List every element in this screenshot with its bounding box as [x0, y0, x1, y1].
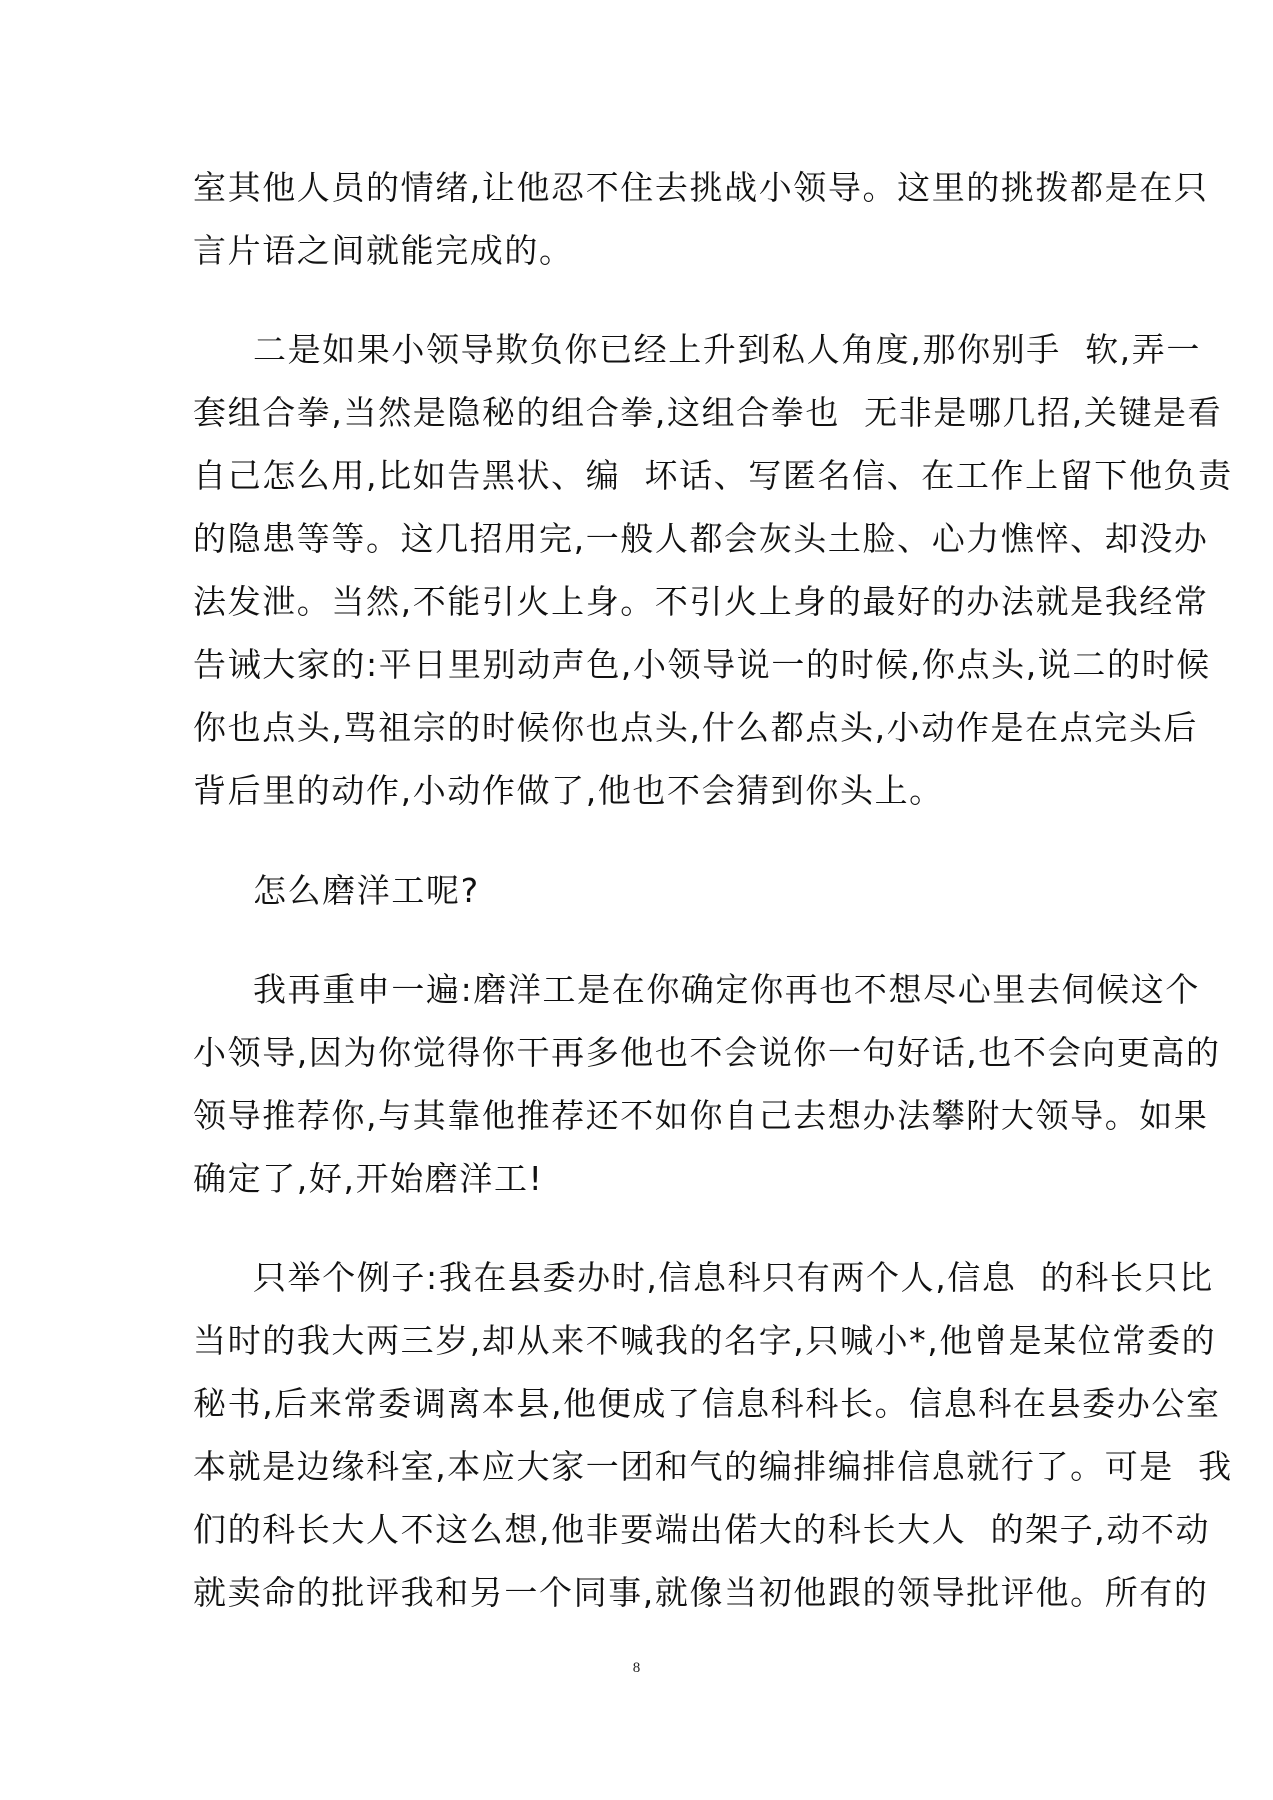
text-line: 自己怎么用,比如告黑状、编 坏话、写匿名信、在工作上留下他负责 — [193, 456, 1233, 495]
text-line: 言片语之间就能完成的。 — [193, 231, 574, 270]
text-line: 领导推荐你,与其靠他推荐还不如你自己去想办法攀附大领导。如果 — [193, 1096, 1209, 1135]
section-question: 怎么磨洋工呢? — [253, 871, 480, 910]
paragraph-first-line: 只举个例子:我在县委办时,信息科只有两个人,信息 的科长只比 — [253, 1258, 1214, 1297]
paragraph-first-line: 二是如果小领导欺负你已经上升到私人角度,那你别手 软,弄一 — [253, 330, 1201, 369]
text-line: 法发泄。当然,不能引火上身。不引火上身的最好的办法就是我经常 — [193, 582, 1209, 621]
page-number: 8 — [632, 1660, 641, 1676]
text-line: 你也点头,骂祖宗的时候你也点头,什么都点头,小动作是在点完头后 — [193, 708, 1199, 747]
text-line: 套组合拳,当然是隐秘的组合拳,这组合拳也 无非是哪几招,关键是看 — [193, 393, 1223, 432]
text-line: 本就是边缘科室,本应大家一团和气的编排编排信息就行了。可是 我 — [193, 1447, 1233, 1486]
paragraph-first-line: 我再重申一遍:磨洋工是在你确定你再也不想尽心里去伺候这个 — [253, 970, 1200, 1009]
text-line: 告诫大家的:平日里别动声色,小领导说一的时候,你点头,说二的时候 — [193, 645, 1211, 684]
text-line: 的隐患等等。这几招用完,一般人都会灰头土脸、心力憔悴、却没办 — [193, 519, 1209, 558]
text-line: 们的科长大人不这么想,他非要端出偌大的科长大人 的架子,动不动 — [193, 1510, 1211, 1549]
text-line: 秘书,后来常委调离本县,他便成了信息科科长。信息科在县委办公室 — [193, 1384, 1221, 1423]
text-line: 小领导,因为你觉得你干再多他也不会说你一句好话,也不会向更高的 — [193, 1033, 1221, 1072]
text-line: 室其他人员的情绪,让他忍不住去挑战小领导。这里的挑拨都是在只 — [193, 168, 1209, 207]
text-line: 当时的我大两三岁,却从来不喊我的名字,只喊小*,他曾是某位常委的 — [193, 1321, 1217, 1360]
text-line: 就卖命的批评我和另一个同事,就像当初他跟的领导批评他。所有的 — [193, 1573, 1209, 1612]
text-line: 背后里的动作,小动作做了,他也不会猜到你头上。 — [193, 771, 944, 810]
text-line: 确定了,好,开始磨洋工! — [193, 1159, 544, 1198]
